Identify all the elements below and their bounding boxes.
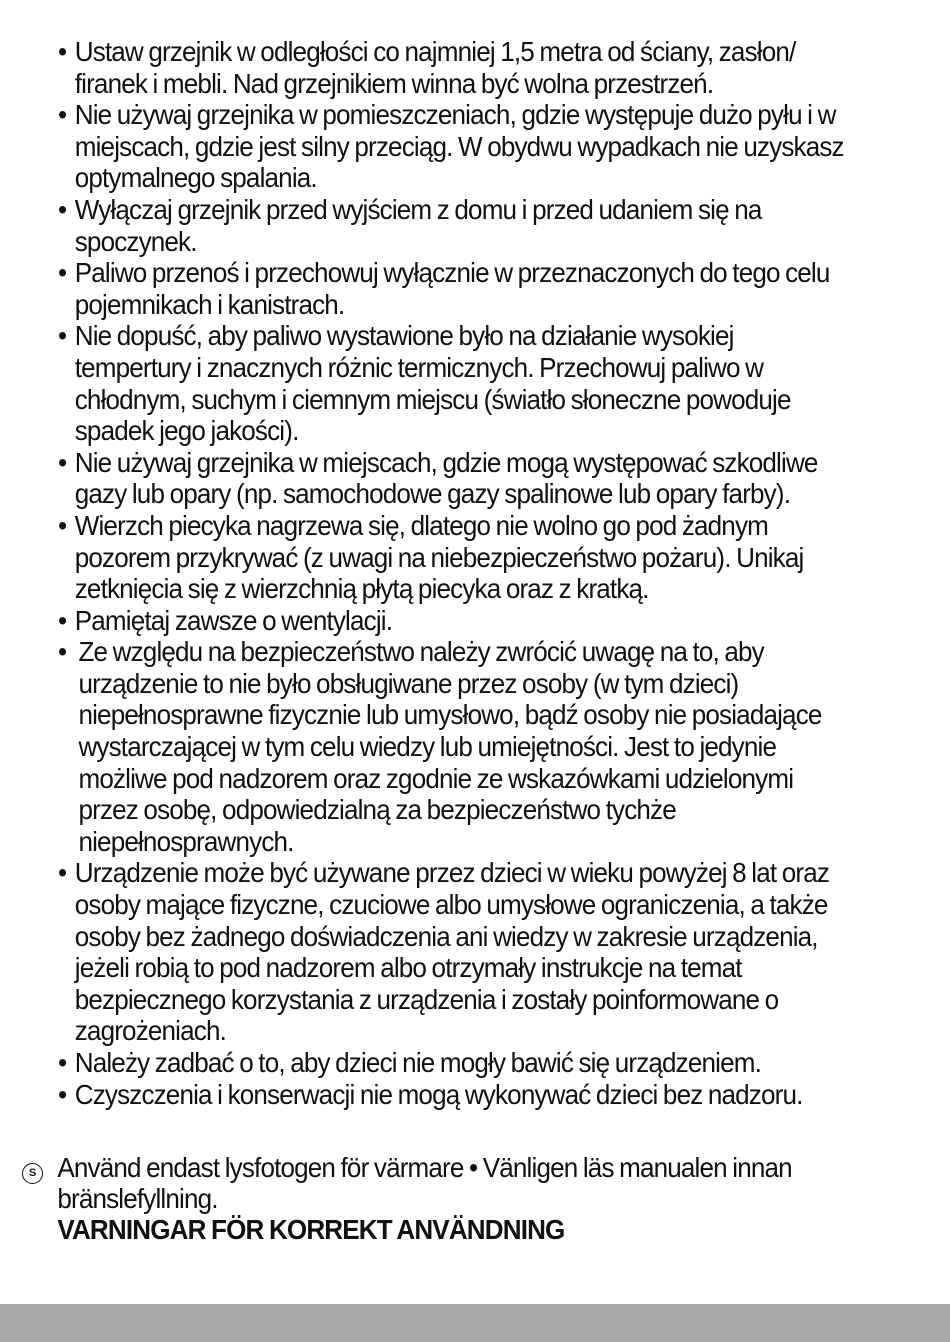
swedish-section bbox=[22, 1152, 912, 1245]
warning-item: • Nie używaj grzejnika w pomieszczeniach, gdzie występuje dużo pyłu i w miejscach, gdzie jest silny przeciąg. W obydwu wypadkach nie uzyskasz optymalnego spalania. bbox=[58, 99, 849, 194]
warning-list bbox=[58, 36, 849, 1110]
warning-item: • Ustaw grzejnik w odległości co najmniej 1,5 metra od ściany, zasłon/ firanek i mebli. Nad grzejnikiem winna być wolna przestrzeń. bbox=[58, 36, 849, 99]
polish-warnings-section bbox=[58, 36, 908, 1110]
warning-item: • Paliwo przenoś i przechowuj wyłącznie w przeznaczonych do tego celu pojemnikach i kanistrach. bbox=[58, 257, 849, 320]
warning-item: • Pamiętaj zawsze o wentylacji. bbox=[58, 605, 849, 637]
footer-bar bbox=[0, 1304, 950, 1342]
warning-item: • Nie dopuść, aby paliwo wystawione było na działanie wysokiej tempertury i znacznych różnic termicznych. Przechowuj paliwo w chłodnym, suchym i ciemnym miejscu (światło słoneczne powoduje spadek jego jakości). bbox=[58, 320, 849, 446]
warning-item: • Ze względu na bezpieczeństwo należy zwrócić uwagę na to, aby urządzenie to nie było obsługiwane przez osoby (w tym dzieci) niepełnosprawne fizycznie lub umysłowo, bądź osoby nie posiadające wystarczającej w tym celu wiedzy lub umiejętności. Jest to jedynie możliwe pod nadzorem oraz zgodnie ze wskazówkami udzielonymi przez osobę, odpowiedzialną za bezpieczeństwo tychże niepełnosprawnych. bbox=[58, 636, 849, 857]
swedish-intro-text: Använd endast lysfotogen för värmare • Vänligen läs manualen innan bränslefyllning. bbox=[57, 1152, 792, 1214]
warning-item: • Urządzenie może być używane przez dzieci w wieku powyżej 8 lat oraz osoby mające fizyczne, czuciowe albo umysłowe ograniczenia, a także osoby bez żadnego doświadczenia ani wiedzy w zakresie urządzenia, jeżeli robią to pod nadzorem albo otrzymały instrukcje na temat bezpiecznego korzystania z urządzenia i zostały poinformowane o zagrożeniach. bbox=[58, 857, 849, 1047]
warning-item: • Wierzch piecyka nagrzewa się, dlatego nie wolno go pod żadnym pozorem przykrywać (z uwagi na niebezpieczeństwo pożaru). Unikaj zetknięcia się z wierzchnią płytą piecyka oraz z kratką. bbox=[58, 510, 849, 605]
language-badge-icon: S bbox=[22, 1163, 43, 1184]
warning-item: • Należy zadbać o to, aby dzieci nie mogły bawić się urządzeniem. bbox=[58, 1047, 849, 1079]
warning-item: • Nie używaj grzejnika w miejscach, gdzie mogą występować szkodliwe gazy lub opary (np. samochodowe gazy spalinowe lub opary farby). bbox=[58, 447, 849, 510]
warning-item: • Czyszczenia i konserwacji nie mogą wykonywać dzieci bez nadzoru. bbox=[58, 1079, 849, 1111]
warning-item: • Wyłączaj grzejnik przed wyjściem z domu i przed udaniem się na spoczynek. bbox=[58, 194, 849, 257]
swedish-warnings-heading: VARNINGAR FÖR KORREKT ANVÄNDNING bbox=[57, 1214, 565, 1245]
